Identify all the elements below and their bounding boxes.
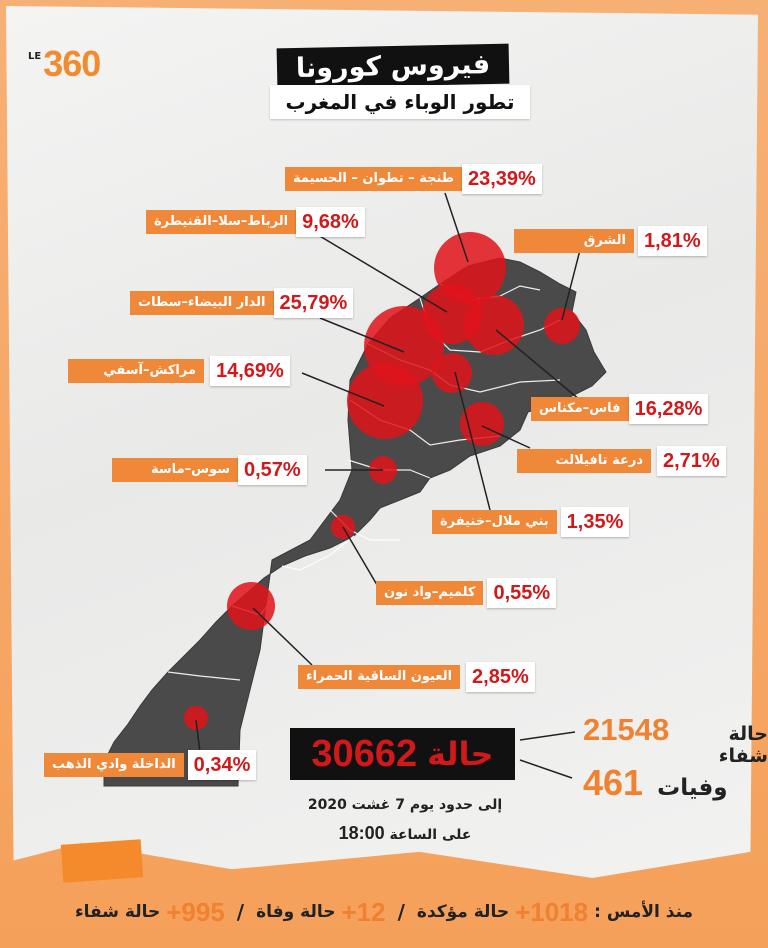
- region-label-guelmim: [376, 578, 556, 608]
- recovered-value: 21548: [583, 712, 670, 747]
- hotspot-marrakech: [347, 363, 423, 439]
- region-label-dakhla: [44, 750, 256, 780]
- region-share: 2,71%: [657, 446, 726, 476]
- deaths-label: وفيات: [657, 775, 728, 801]
- total-cases-word: حالة: [427, 735, 494, 773]
- region-name: العيون الساقية الحمراء: [298, 665, 460, 689]
- region-label-souss: [112, 455, 307, 485]
- as-of-date: إلى حدود يوم 7 غشت 2020: [307, 797, 503, 813]
- region-label-laayoune: [298, 662, 535, 692]
- deaths-stat: [583, 762, 728, 804]
- region-share: 0,57%: [238, 455, 307, 485]
- region-label-casablanca: [130, 288, 353, 318]
- region-share: 23,39%: [462, 164, 542, 194]
- region-label-marrakech: [68, 356, 290, 386]
- region-share: 25,79%: [274, 288, 354, 318]
- page-subtitle: تطور الوباء في المغرب: [270, 85, 530, 119]
- region-name: فاس–مكناس: [531, 397, 629, 421]
- region-name: بني ملال–خنيفرة: [432, 510, 557, 534]
- separator: /: [397, 900, 405, 924]
- time-value: 18:00: [338, 823, 385, 843]
- logo-number: 360: [43, 43, 101, 84]
- region-name: درعة تافيلالت: [517, 449, 651, 473]
- region-name: سوس–ماسة: [112, 458, 238, 482]
- region-name: الدار البيضاء–سطات: [130, 291, 274, 315]
- orange-tape-decoration: [61, 839, 143, 882]
- total-cases-box: [290, 728, 515, 780]
- new-confirmed-value: +1018: [515, 896, 589, 927]
- hotspot-draa: [460, 402, 504, 446]
- region-name: كلميم–واد نون: [376, 581, 483, 605]
- new-recovered-label: حالة شفاء: [74, 902, 161, 922]
- since-yesterday-label: منذ الأمس :: [594, 902, 694, 922]
- hotspot-oriental: [544, 308, 580, 344]
- region-share: 2,85%: [466, 662, 535, 692]
- region-share: 14,69%: [210, 356, 290, 386]
- recovered-stat: [583, 712, 768, 767]
- total-cases-number: 30662: [311, 732, 418, 775]
- region-label-draa: [517, 446, 726, 476]
- recovered-label: حالة شفاء: [718, 723, 768, 767]
- region-label-benimellal: [432, 507, 629, 537]
- region-label-tanger: [285, 164, 542, 194]
- region-share: 1,35%: [561, 507, 630, 537]
- region-share: 0,34%: [188, 750, 257, 780]
- since-yesterday-bar: [0, 892, 768, 932]
- hotspot-dakhla: [184, 706, 208, 730]
- region-name: الداخلة وادي الذهب: [44, 753, 184, 777]
- region-name: الشرق: [514, 229, 634, 253]
- region-name: الرباط–سلا–القنيطرة: [146, 210, 296, 234]
- region-label-rabat: [146, 207, 365, 237]
- separator: /: [236, 900, 245, 924]
- deaths-value: 461: [583, 762, 644, 803]
- region-share: 1,81%: [638, 226, 707, 256]
- region-share: 9,68%: [296, 207, 365, 237]
- region-label-oriental: [514, 226, 707, 256]
- region-name: طنجة – تطوان – الحسيمة: [285, 167, 462, 191]
- logo-prefix: LE: [28, 51, 42, 62]
- new-recovered-value: +995: [166, 896, 225, 927]
- new-confirmed-label: حالة مؤكدة: [416, 902, 510, 922]
- region-share: 0,55%: [487, 578, 556, 608]
- region-share: 16,28%: [629, 394, 709, 424]
- new-deaths-label: حالة وفاة: [256, 902, 336, 922]
- region-label-fes: [531, 394, 708, 424]
- hotspot-benimellal: [432, 353, 472, 393]
- new-deaths-value: +12: [341, 896, 386, 927]
- region-name: مراكش–آسفي: [68, 359, 204, 383]
- page-title: فيروس كورونا: [277, 44, 510, 89]
- time-label: على الساعة: [389, 827, 472, 843]
- as-of-time: [280, 823, 530, 844]
